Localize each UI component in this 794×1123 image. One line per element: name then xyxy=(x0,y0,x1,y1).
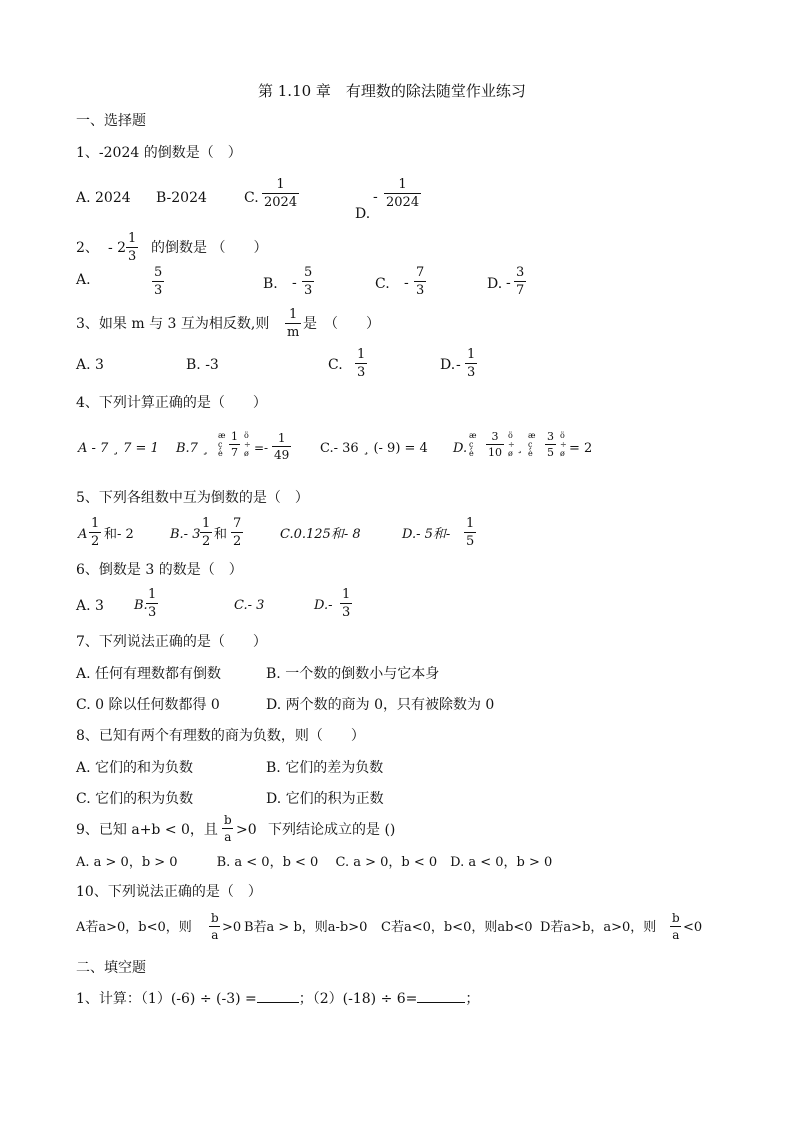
question-3-stem-end: 是 （ ） xyxy=(303,316,380,332)
sign: - xyxy=(292,275,297,291)
bracket-right: ö ÷ ø xyxy=(244,431,251,458)
option-b: B. -3 xyxy=(186,357,219,373)
fraction: $\frac{1}{3}$ xyxy=(148,587,157,620)
question-6-stem: 6、倒数是 3 的数是（ ） xyxy=(76,562,243,578)
option-a: A. 3 xyxy=(76,598,104,614)
fraction: $\frac{1}{49}$ xyxy=(274,431,290,462)
option-a: A - 7 ¸ 7 = 1 xyxy=(78,441,159,456)
fraction: $\frac{5}{3}$ xyxy=(304,265,313,298)
bracket-right: ö ÷ ø xyxy=(508,431,515,458)
option-d: D.- xyxy=(314,598,333,613)
bracket-left: æ ç è xyxy=(469,431,477,458)
question-4-stem: 4、下列计算正确的是（ ） xyxy=(76,395,267,411)
bracket-left: æ ç è xyxy=(528,431,536,458)
option-d: D. 两个数的商为 0，只有被除数为 0 xyxy=(266,697,495,713)
option-a: A. 2024 xyxy=(76,190,131,206)
fraction: $\frac{5}{3}$ xyxy=(154,265,163,298)
option-a-rest: >0 xyxy=(222,920,242,935)
option-b: B. 它们的差为负数 xyxy=(266,760,384,776)
option-a: A. 3 xyxy=(76,357,104,373)
sign: - xyxy=(456,357,461,373)
section-heading: 一、选择题 xyxy=(76,113,146,129)
options: A. a > 0，b > 0 B. a < 0，b < 0 C. a > 0，b < 0 D. a < 0，b > 0 xyxy=(76,855,553,870)
fraction: $\frac{3}{5}$ xyxy=(547,430,554,459)
fraction: $\frac{1}{2024}$ xyxy=(386,177,420,210)
sign: - xyxy=(404,275,409,291)
option-c: C若a<0，b<0，则ab<0 xyxy=(381,920,533,935)
fraction: $\frac{1}{7}$ xyxy=(231,430,238,459)
mixed-number: - 2 xyxy=(108,240,127,256)
question-2-stem-end: 的倒数是 （ ） xyxy=(151,240,268,256)
fraction: $\frac{b}{a}$ xyxy=(672,911,680,942)
fraction: $\frac{1}{3}$ xyxy=(467,347,476,380)
option-c: C. xyxy=(375,276,390,292)
sign: - xyxy=(373,189,378,205)
question-1-stem: 1、-2024 的倒数是（ ） xyxy=(76,145,242,161)
fraction: $\frac{3}{7}$ xyxy=(516,265,525,298)
fraction: $\frac{1}{3}$ xyxy=(128,231,137,264)
page-title: 第 1.10 章 有理数的除法随堂作业练习 xyxy=(258,82,526,100)
option-b: B若a > b，则a-b>0 xyxy=(244,920,368,935)
question-3-stem: 3、如果 m 与 3 互为相反数,则 xyxy=(76,316,270,332)
fraction: $\frac{1}{2024}$ xyxy=(264,177,298,210)
fraction: $\frac{1}{3}$ xyxy=(342,587,351,620)
option-d: D. 它们的积为正数 xyxy=(266,791,384,807)
conjunction: 和 xyxy=(214,527,228,542)
option-d-rest: <0 xyxy=(683,920,703,935)
question-5-stem: 5、下列各组数中互为倒数的是（ ） xyxy=(76,490,309,506)
fill-text: ； xyxy=(465,991,480,1007)
option-d: D.- 5和- xyxy=(402,527,451,542)
fraction: $\frac{b}{a}$ xyxy=(211,911,219,942)
equals-sign: =- xyxy=(254,441,269,455)
question-9-stem: 9、已知 a+b < 0，且 xyxy=(76,822,218,838)
question-9-stem-end: 下列结论成立的是 () xyxy=(268,822,396,838)
fraction: $\frac{1}{m}$ xyxy=(287,307,300,340)
option-a: A若a>0，b<0，则 xyxy=(76,920,192,935)
fraction: $\frac{7}{3}$ xyxy=(416,265,425,298)
option-c: C.0.125和- 8 xyxy=(280,527,361,542)
option-c: C.- 3 xyxy=(234,598,265,613)
question-8-stem: 8、已知有两个有理数的商为负数，则（ ） xyxy=(76,728,365,744)
fraction: $\frac{7}{2}$ xyxy=(233,516,242,549)
option-c: C. xyxy=(244,190,259,206)
option-c: C. 它们的积为负数 xyxy=(76,791,194,807)
bracket-left: æ ç è xyxy=(218,431,226,458)
option-d: D. xyxy=(453,441,468,456)
option-c: C. xyxy=(328,357,343,373)
option-a: A. 任何有理数都有倒数 xyxy=(76,666,222,682)
option-c: C.- 36 ¸ (- 9) = 4 xyxy=(320,441,428,456)
question-7-stem: 7、下列说法正确的是（ ） xyxy=(76,634,267,650)
question-10-stem: 10、下列说法正确的是（ ） xyxy=(76,884,262,900)
option-a: A. 它们的和为负数 xyxy=(76,760,194,776)
option-a-rest: 和- 2 xyxy=(104,527,134,542)
bracket-right: ö ÷ ø xyxy=(560,431,567,458)
option-d: D若a>b，a>0，则 xyxy=(540,920,657,935)
fraction: $\frac{1}{2}$ xyxy=(202,516,211,549)
fraction: $\frac{1}{3}$ xyxy=(357,347,366,380)
fraction: $\frac{1}{2}$ xyxy=(91,516,100,549)
option-d: D. xyxy=(440,357,456,373)
option-d: D. xyxy=(487,276,503,292)
option-d: D. xyxy=(355,206,371,222)
fraction: $\frac{b}{a}$ xyxy=(224,813,232,844)
option-b: B. 一个数的倒数小与它本身 xyxy=(266,666,440,682)
operator: ¸ xyxy=(517,441,523,454)
answer-blank-1[interactable] xyxy=(257,1002,299,1003)
answer-blank-2[interactable] xyxy=(417,1002,465,1003)
option-b: B.7 ¸ xyxy=(176,441,209,456)
option-c: C. 0 除以任何数都得 0 xyxy=(76,697,220,713)
fill-text: 1、计算：（1）(-6) ÷ (-3) = xyxy=(76,991,257,1007)
fraction: $\frac{1}{5}$ xyxy=(466,516,475,549)
fill-text: ；（2）(-18) ÷ 6= xyxy=(298,991,418,1007)
option-a: A xyxy=(78,527,88,542)
fill-question-1 xyxy=(76,992,479,1006)
option-b: B. xyxy=(134,598,148,613)
option-a: A. xyxy=(76,272,91,288)
question-2-stem: 2、 xyxy=(76,240,99,256)
inequality: >0 xyxy=(236,822,257,838)
equals-sign: = 2 xyxy=(569,441,593,456)
option-b: B-2024 xyxy=(156,190,207,206)
sign: - xyxy=(506,275,511,291)
option-b: B.- 3 xyxy=(170,527,201,542)
section-heading: 二、填空题 xyxy=(76,960,146,976)
fraction: $\frac{3}{10}$ xyxy=(488,430,502,459)
option-b: B. xyxy=(263,276,278,292)
